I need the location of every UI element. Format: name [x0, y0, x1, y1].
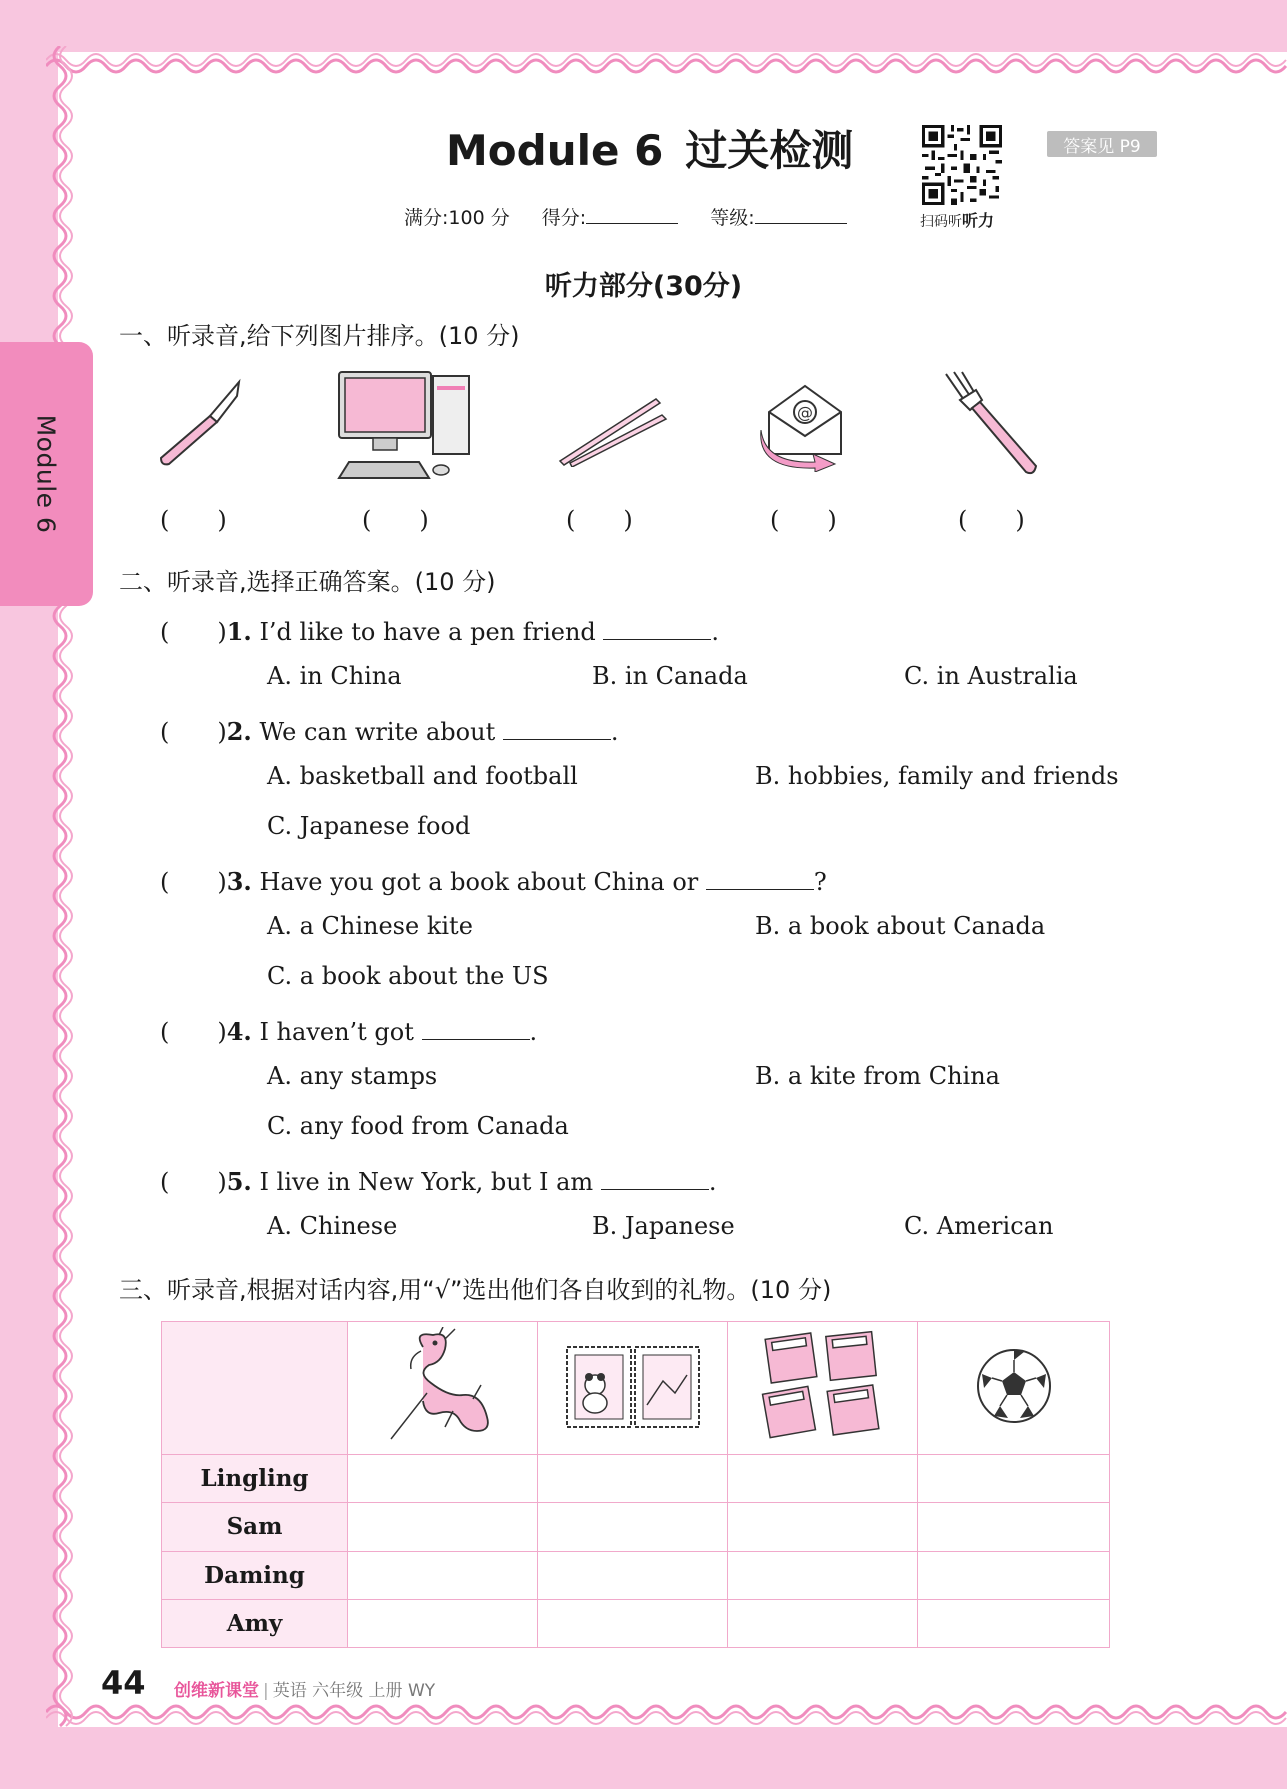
- q2-item-5-paren[interactable]: ( ): [160, 1168, 227, 1196]
- dragon-kite-icon: [383, 1327, 503, 1445]
- score-blank[interactable]: [586, 205, 678, 224]
- qr-caption-bold: 听力: [962, 211, 995, 230]
- gift-column-books: [728, 1322, 918, 1455]
- q2-item-4-option-c[interactable]: C. any food from Canada: [267, 1112, 569, 1140]
- gift-row-sam: [162, 1503, 1110, 1551]
- fork-icon: [940, 370, 1040, 478]
- qr-caption-small: 扫码听: [920, 214, 962, 230]
- q2-item-4-option-a[interactable]: A. any stamps: [267, 1062, 438, 1090]
- side-tab-label: Module 6: [31, 414, 61, 534]
- footer-subject: 英语: [272, 1681, 307, 1701]
- check-cell[interactable]: [918, 1503, 1110, 1551]
- q1-answer-paren-1[interactable]: ( ): [160, 506, 227, 534]
- check-cell[interactable]: [728, 1551, 918, 1599]
- check-cell[interactable]: [728, 1599, 918, 1647]
- listening-section-title: 听力部分(30分): [544, 271, 743, 302]
- score-label: 得分:: [541, 207, 587, 229]
- q2-item-1-option-b[interactable]: B. in Canada: [592, 662, 748, 690]
- q2-item-2-end: .: [610, 718, 619, 746]
- gift-row-amy: [162, 1599, 1110, 1647]
- footer-separator: |: [263, 1681, 269, 1701]
- q2-item-1: [160, 612, 719, 647]
- gift-row-daming: [162, 1551, 1110, 1599]
- q2-item-3-end: ?: [813, 868, 827, 896]
- title-module: Module 6: [446, 126, 664, 175]
- check-cell[interactable]: [538, 1551, 728, 1599]
- q2-item-3-option-a[interactable]: A. a Chinese kite: [267, 912, 473, 940]
- check-cell[interactable]: [918, 1551, 1110, 1599]
- q2-item-5-blank[interactable]: [601, 1169, 709, 1190]
- gift-table-corner: [162, 1322, 348, 1455]
- q2-item-4-paren[interactable]: ( ): [160, 1018, 227, 1046]
- check-cell[interactable]: [538, 1455, 728, 1503]
- check-cell[interactable]: [538, 1599, 728, 1647]
- q2-item-3-blank[interactable]: [706, 869, 814, 890]
- gift-column-dragon-kite: [348, 1322, 538, 1455]
- q2-item-2: [160, 712, 618, 747]
- knife-icon: [155, 378, 247, 468]
- full-score-label: 满分:100 分: [404, 207, 510, 229]
- grade-blank[interactable]: [755, 205, 847, 224]
- q2-item-1-text: I’d like to have a pen friend: [259, 618, 604, 646]
- q2-item-4: [160, 1012, 537, 1047]
- grade-label: 等级:: [710, 207, 755, 229]
- q2-item-1-option-c[interactable]: C. in Australia: [904, 662, 1078, 690]
- q2-item-5-text: I live in New York, but I am: [259, 1168, 601, 1196]
- footer-info: [174, 1676, 435, 1701]
- q2-item-2-option-a[interactable]: A. basketball and football: [267, 762, 578, 790]
- q2-item-4-blank[interactable]: [422, 1019, 530, 1040]
- email-icon: [755, 372, 855, 472]
- q2-item-5-number: 5.: [226, 1167, 252, 1196]
- check-cell[interactable]: [728, 1455, 918, 1503]
- q2-item-4-end: .: [529, 1018, 538, 1046]
- q2-item-2-number: 2.: [226, 717, 252, 746]
- q2-item-5-option-a[interactable]: A. Chinese: [267, 1212, 398, 1240]
- q2-item-3-option-c[interactable]: C. a book about the US: [267, 962, 549, 990]
- q2-item-1-paren[interactable]: ( ): [160, 618, 227, 646]
- q2-heading: 二、听录音,选择正确答案。(10 分): [119, 568, 496, 596]
- q2-item-2-blank[interactable]: [503, 719, 611, 740]
- title-chinese: 过关检测: [685, 126, 854, 175]
- gift-table: [161, 1321, 1110, 1648]
- q1-answer-paren-3[interactable]: ( ): [566, 506, 633, 534]
- score-line: [404, 203, 847, 230]
- check-cell[interactable]: [348, 1503, 538, 1551]
- page-number: 44: [101, 1664, 146, 1702]
- q2-item-4-number: 4.: [226, 1017, 252, 1046]
- books-icon: [758, 1330, 888, 1442]
- student-name-amy: Amy: [162, 1599, 348, 1647]
- q2-item-3-paren[interactable]: ( ): [160, 868, 227, 896]
- football-icon: [974, 1346, 1054, 1426]
- q2-item-5-option-b[interactable]: B. Japanese: [592, 1212, 735, 1240]
- student-name-lingling: Lingling: [162, 1455, 348, 1503]
- gift-column-stamps: [538, 1322, 728, 1455]
- qr-caption: [920, 208, 994, 231]
- chopsticks-icon: [556, 395, 668, 467]
- q2-item-2-text: We can write about: [259, 718, 503, 746]
- q2-item-5: [160, 1162, 716, 1197]
- qr-code-icon[interactable]: [922, 125, 1002, 205]
- gift-header-row: [162, 1322, 1110, 1455]
- q2-item-5-option-c[interactable]: C. American: [904, 1212, 1054, 1240]
- q1-heading: 一、听录音,给下列图片排序。(10 分): [119, 322, 520, 350]
- q2-item-2-option-b[interactable]: B. hobbies, family and friends: [755, 762, 1119, 790]
- check-cell[interactable]: [348, 1551, 538, 1599]
- q2-item-1-blank[interactable]: [603, 619, 711, 640]
- student-name-daming: Daming: [162, 1551, 348, 1599]
- q2-item-3-option-b[interactable]: B. a book about Canada: [755, 912, 1046, 940]
- gift-row-lingling: [162, 1455, 1110, 1503]
- footer-volume: 上册: [368, 1681, 403, 1701]
- check-cell[interactable]: [348, 1599, 538, 1647]
- check-cell[interactable]: [348, 1455, 538, 1503]
- q2-item-1-end: .: [711, 618, 720, 646]
- q2-item-3-text: Have you got a book about China or: [259, 868, 706, 896]
- footer-edition: WY: [407, 1681, 436, 1701]
- q3-heading: 三、听录音,根据对话内容,用“√”选出他们各自收到的礼物。(10 分): [119, 1276, 832, 1304]
- student-name-sam: Sam: [162, 1503, 348, 1551]
- q2-item-3-number: 3.: [226, 867, 252, 896]
- q2-item-3: [160, 862, 827, 897]
- check-cell[interactable]: [538, 1503, 728, 1551]
- q2-item-2-paren[interactable]: ( ): [160, 718, 227, 746]
- page-title: [446, 118, 853, 178]
- answer-reference-badge: 答案见 P9: [1047, 131, 1157, 157]
- check-cell[interactable]: [918, 1455, 1110, 1503]
- svg-text:@: @: [797, 403, 813, 422]
- q1-answer-paren-5[interactable]: ( ): [958, 506, 1025, 534]
- q2-item-2-option-c[interactable]: C. Japanese food: [267, 812, 471, 840]
- q2-item-5-end: .: [708, 1168, 717, 1196]
- q2-item-1-option-a[interactable]: A. in China: [267, 662, 402, 690]
- q1-answer-paren-4[interactable]: ( ): [770, 506, 837, 534]
- q2-item-4-text: I haven’t got: [259, 1018, 422, 1046]
- gift-column-football: [918, 1322, 1110, 1455]
- footer-grade: 六年级: [312, 1681, 364, 1701]
- computer-icon: [333, 366, 473, 480]
- check-cell[interactable]: [918, 1599, 1110, 1647]
- check-cell[interactable]: [728, 1503, 918, 1551]
- stamps-icon: [563, 1341, 703, 1431]
- q1-answer-paren-2[interactable]: ( ): [362, 506, 429, 534]
- footer-brand: 创维新课堂: [174, 1681, 259, 1701]
- q2-item-1-number: 1.: [226, 617, 252, 646]
- q2-item-4-option-b[interactable]: B. a kite from China: [755, 1062, 1000, 1090]
